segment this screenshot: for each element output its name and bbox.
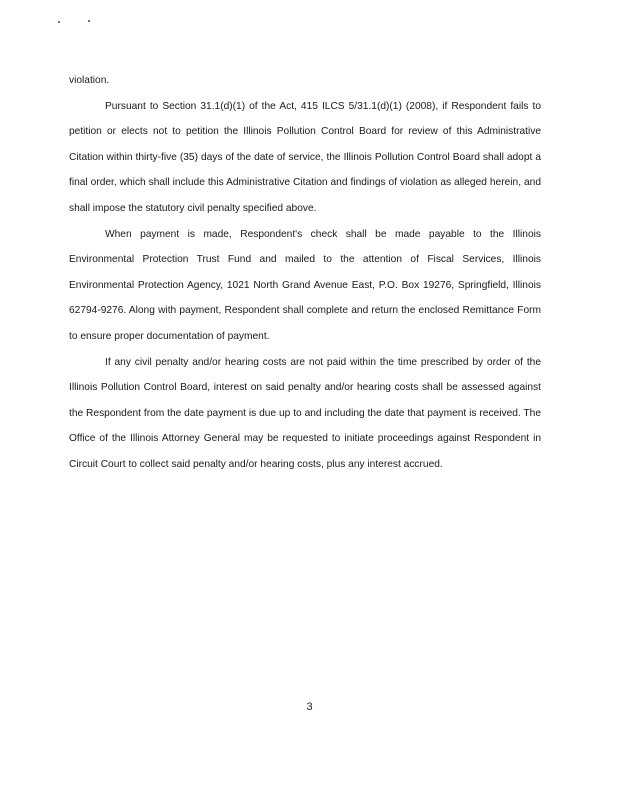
paragraph-interest-collection: If any civil penalty and/or hearing costs are not paid within the time prescribed by order of the Illinois Pollution Control Board, interest on said penalty and/or hearing costs shall be assessed against the Respondent from the date payment is due up to and including the date that payment is received. The Office of the Illinois Attorney General may be requested to initiate proceedings against Respondent in Circuit Court to collect said penalty and/or hearing costs, plus any interest accrued. bbox=[69, 356, 541, 470]
body-text bbox=[69, 68, 541, 478]
paragraph-payment-instructions: When payment is made, Respondent's check shall be made payable to the Illinois Environmental Protection Trust Fund and mailed to the attention of Fiscal Services, Illinois Environmental Protection Agency, 1021 North Grand Avenue East, P.O. Box 19276, Springfield, Illinois 62794-9276. Along with payment, Respondent shall complete and return the enclosed Remittance Form to ensure proper documentation of payment. bbox=[69, 228, 541, 342]
paragraph-default-order: Pursuant to Section 31.1(d)(1) of the Act, 415 ILCS 5/31.1(d)(1) (2008), if Respondent fails to petition or elects not to petition the Illinois Pollution Control Board for review of this Administrative Citation within thirty-five (35) days of the date of service, the Illinois Pollution Control Board shall adopt a final order, which shall include this Administrative Citation and findings of violation as alleged herein, and shall impose the statutory civil penalty specified above. bbox=[69, 100, 541, 214]
page-number: 3 bbox=[306, 701, 313, 713]
carryover-line: violation. bbox=[69, 75, 110, 86]
scan-speck bbox=[58, 21, 60, 23]
scan-speck bbox=[88, 20, 90, 22]
